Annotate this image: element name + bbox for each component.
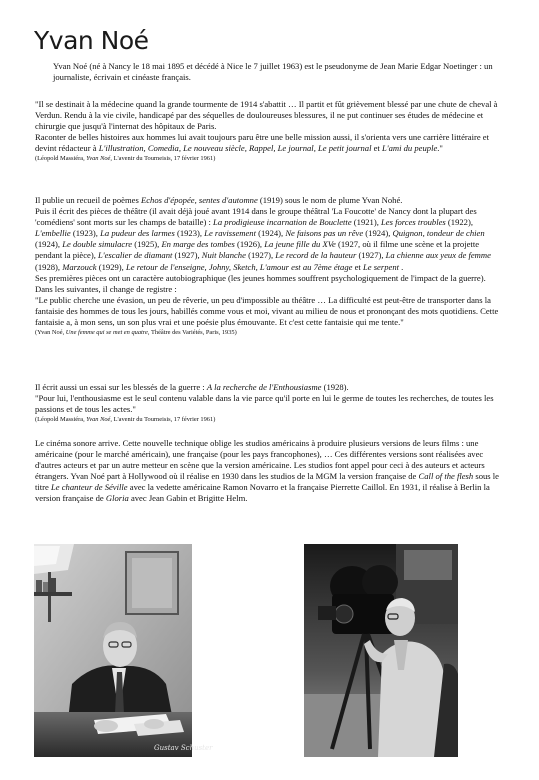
citation: (Yvan Noé, Une femme qui se met en quatre, Théâtre des Variétés, Paris, 1935)	[35, 329, 237, 337]
quote-paragraph: "Pour lui, l'enthousiasme est le seul contenu valable dans la vie parce qu'il porte en lui le germe de toutes les recherches, de toutes les passions et de tous les actes."	[35, 393, 494, 415]
film-title: Gloria	[105, 493, 129, 504]
plays-paragraph: Puis il écrit des pièces de théâtre (il avait déjà joué avant 1914 dans le groupe théâtral 'La Foucotte' de Nancy dont la plupart des 'comédiens' sont morts sur les champs de bataille) : La prodigieuse incarnation de Bouclette (1921), Les forces troubles (1922), L'embellie (1923), La pudeur des larmes (1923), Le ravissement (1924), Ne faisons pas un rêve (1924), Quignon, tondeur de chien (1924), Le double simulacre (1925), En marge des tombes (1926), La jeune fille du XVe (1927, où il filme une scène et la projette pendant la pièce), L'escalier de diamant (1927), Nuit blanche (1927), Le record de la hauteur (1927), La chienne aux yeux de femme (1928), Marzouck (1929), Le retour de l'enseigne, Johny, Sketch, L'amour est au 7ème étage et Le serpent .	[35, 206, 491, 272]
film-title: Le chanteur de Séville	[51, 482, 128, 493]
photo-author-with-camera	[304, 544, 458, 757]
play-title: Le retour de l'enseigne, Johny, Sketch, L'amour est au 7ème étage	[125, 261, 353, 272]
play-title: Marzouck	[62, 261, 97, 272]
author-at-desk-image	[34, 544, 213, 757]
citation: (Léopold Massiéra, Yvan Noé, L'avenir du Tourneisis, 17 février 1961)	[35, 416, 216, 424]
film-title: Call of the flesh	[418, 471, 474, 482]
play-title: Nuit blanche	[201, 250, 246, 261]
section-cinema	[35, 438, 505, 505]
play-title: Le record de la hauteur	[275, 250, 357, 261]
essay-paragraph: Il écrit aussi un essai sur les blessés de la guerre : A la recherche de l'Enthousiasme (1928).	[35, 382, 349, 392]
intro-paragraph	[53, 61, 493, 83]
section-theatre	[35, 195, 505, 337]
play-title: L'escalier de diamant	[98, 250, 173, 261]
intro-text: Yvan Noé (né à Nancy le 18 mai 1895 et décédé à Nice le 7 juillet 1963) est le pseudonyme de Jean Marie Edgar Noetinger : un journaliste, écrivain et cinéaste français.	[53, 61, 493, 83]
publication-title: L'ami du peuple	[381, 143, 438, 154]
play-title: Le serpent	[362, 261, 400, 272]
play-title: La jeune fille du XVe	[264, 239, 336, 250]
play-title: Quignon, tondeur de chien	[392, 228, 485, 239]
book-title: A la recherche de l'Enthousiasme	[206, 382, 322, 392]
register-paragraph: Ses premières pièces ont un caractère autobiographique (les jeunes hommes souffrent psychologiquement de l'impact de la guerre). Dans les suivantes, il change de registre :	[35, 272, 486, 294]
photo-author-at-desk	[34, 544, 213, 757]
page-title: Yvan Noé	[34, 26, 149, 55]
play-title: L'embellie	[35, 228, 71, 239]
cinema-paragraph: Le cinéma sonore arrive. Cette nouvelle technique oblige les studios américains à produire plusieurs versions de leurs films : une américaine (pour le marché américain), une française (pour les pays francophones), … Ces différentes versions sont réalisées avec d'autres acteurs et par un autre metteur en scène que la version américaine. Les studios font appel pour ceci à des auteurs et acteurs étrangers. Yvan Noé part à Hollywood où il réalise en 1930 dans les studios de la MGM la version française de Call of the flesh sous le titre Le chanteur de Séville avec la vedette américaine Ramon Novarro et la française Pierrette Caillol. En 1931, il réalise à Berlin la version française de Gloria avec Jean Gabin et Brigitte Helm.	[35, 438, 499, 504]
play-title: La chienne aux yeux de femme	[385, 250, 491, 261]
citation: (Léopold Massiéra, Yvan Noé, L'avenir du Tourneisis, 17 février 1961)	[35, 155, 216, 163]
quote-paragraph: "Il se destinait à la médecine quand la grande tourmente de 1914 s'abattit … Il partit et fût grièvement blessé par une chute de cheval à Verdun. Rendu à la vie civile, handicapé par des séquelles de douloureuses blessures, il ne put continuer ses études de médecine et chirurgie que jusqu'à l'internat des hôpitaux de Paris.	[35, 99, 498, 132]
play-title: Le double simulacre	[62, 239, 133, 250]
publication-list: L'illustration, Comedia, Le nouveau siècle, Rappel, Le journal, Le petit journal	[98, 143, 372, 154]
play-title: Le ravissement	[204, 228, 256, 239]
play-title: Les forces troubles	[381, 217, 446, 228]
play-title: La pudeur des larmes	[100, 228, 175, 239]
author-with-camera-image	[304, 544, 458, 757]
quote-paragraph: Raconter de belles histoires aux hommes lui avait toujours paru être une belle mission aussi, il s'orienta vers une carrière littéraire et devint rédacteur à L'illustration, Comedia, Le nouveau siècle, Rappel, Le journal, Le petit journal et L'ami du peuple."	[35, 132, 490, 154]
section-medicine-quote	[35, 99, 505, 163]
play-title: La prodigieuse incarnation de Bouclette	[213, 217, 352, 228]
poems-paragraph: Il publie un recueil de poèmes Echos d'épopée, sentes d'automne (1919) sous le nom de plume Yvan Nohé.	[35, 195, 403, 205]
section-essay	[35, 382, 505, 424]
book-title: Echos d'épopée, sentes d'automne	[140, 195, 258, 205]
play-title: En marge des tombes	[161, 239, 235, 250]
photographer-signature: Gustav Schuster	[154, 744, 213, 752]
play-title: Ne faisons pas un rêve	[285, 228, 364, 239]
quote-paragraph: "Le public cherche une évasion, un peu de rêverie, un peu d'impossible au théâtre … La difficulté est peut-être de transporter dans la fantaisie des hommes de tous les jours, habillés comme vous et moi, vivant au milieu de nous et prononçant des mots quotidiens. Cette fantaisie a, à mon sens, un son plus vrai et une poésie plus émouvante. Et c'est cette fantaisie qui me tente."	[35, 294, 499, 328]
